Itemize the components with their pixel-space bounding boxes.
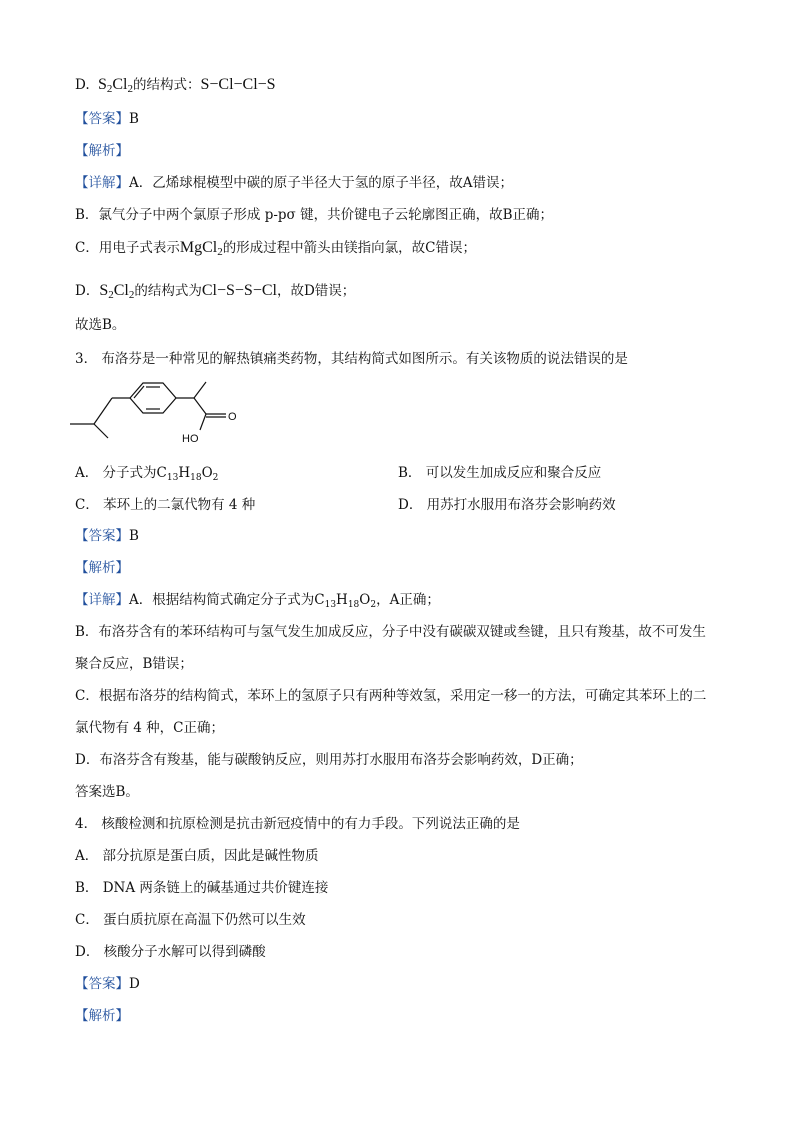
q3-detail-c-1: C．根据布洛芬的结构简式，苯环上的氢原子只有两种等效氢，采用定一移一的方法，可确定其苯环上的二: [75, 688, 707, 704]
q4-analysis-tag: 【解析】: [75, 1008, 129, 1024]
formula-s2cl2: $S_2Cl_2$: [93, 76, 133, 95]
ibuprofen-structure: [68, 368, 248, 448]
structure-label-ho: HO: [182, 433, 199, 445]
q2-detail-d: D．$S_2Cl_2$的结构式为Cl−S−S−Cl，故D错误；: [75, 282, 356, 301]
q2-answer: 【答案】B: [75, 111, 139, 127]
q3-option-a: A． 分子式为$C_{13}H_{18}O_2$: [75, 465, 219, 483]
q3-option-c: C． 苯环上的二氯代物有 4 种: [75, 497, 256, 513]
q3-conclusion: 答案选B。: [75, 784, 139, 800]
formula-s2cl2-2: $S_2Cl_2$: [99, 282, 135, 301]
q3-detail-c-2: 氯代物有 4 种，C正确；: [75, 720, 225, 736]
q4-option-a: A． 部分抗原是蛋白质，因此是碱性物质: [75, 848, 319, 864]
q3-answer: 【答案】B: [75, 528, 139, 544]
q2-conclusion: 故选B。: [75, 317, 126, 333]
formula-c13h18o2: $C_{13}H_{18}O_2$: [156, 465, 219, 483]
q3-option-b: B． 可以发生加成反应和聚合反应: [398, 465, 602, 481]
q3-detail-d: D．布洛芬含有羧基，能与碳酸钠反应，则用苏打水服用布洛芬会影响药效，D正确；: [75, 752, 583, 768]
q3-detail-b-1: B．布洛芬含有的苯环结构可与氢气发生加成反应，分子中没有碳碳双键或叁键，且只有羧基，故不可发生: [75, 624, 706, 640]
q2-analysis-tag: 【解析】: [75, 143, 129, 159]
q2-detail-b: B．氯气分子中两个氯原子形成 p-pσ 键，共价键电子云轮廓图正确，故B正确；: [75, 207, 553, 223]
q4-option-d: D． 核酸分子水解可以得到磷酸: [75, 944, 266, 960]
q3-detail-a: 【详解】A．根据结构简式确定分子式为$C_{13}H_{18}O_2$，A正确；: [75, 592, 440, 610]
structure-label-o: O: [228, 411, 237, 423]
q4-answer: 【答案】D: [75, 976, 140, 992]
q4-option-b: B． DNA 两条链上的碱基通过共价键连接: [75, 880, 329, 896]
q3-option-d: D． 用苏打水服用布洛芬会影响药效: [398, 497, 616, 513]
formula-mgcl2: MgCl$_2$: [179, 239, 223, 258]
q2-detail-a: 【详解】A．乙烯球棍模型中碳的原子半径大于氢的原子半径，故A错误；: [75, 175, 513, 191]
q3-stem: 3． 布洛芬是一种常见的解热镇痛类药物，其结构简式如图所示。有关该物质的说法错误的是: [75, 351, 628, 367]
structural-formula: S−Cl−Cl−S: [200, 76, 276, 93]
q2-option-d: D. $S_2Cl_2$的结构式：S−Cl−Cl−S: [75, 76, 276, 95]
q2-detail-c: C．用电子式表示MgCl$_2$的形成过程中箭头由镁指向氯，故C错误；: [75, 239, 477, 258]
q3-detail-b-2: 聚合反应，B错误；: [75, 656, 193, 672]
q4-stem: 4． 核酸检测和抗原检测是抗击新冠疫情中的有力手段。下列说法正确的是: [75, 816, 520, 832]
q3-analysis-tag: 【解析】: [75, 560, 129, 576]
q4-option-c: C． 蛋白质抗原在高温下仍然可以生效: [75, 912, 306, 928]
